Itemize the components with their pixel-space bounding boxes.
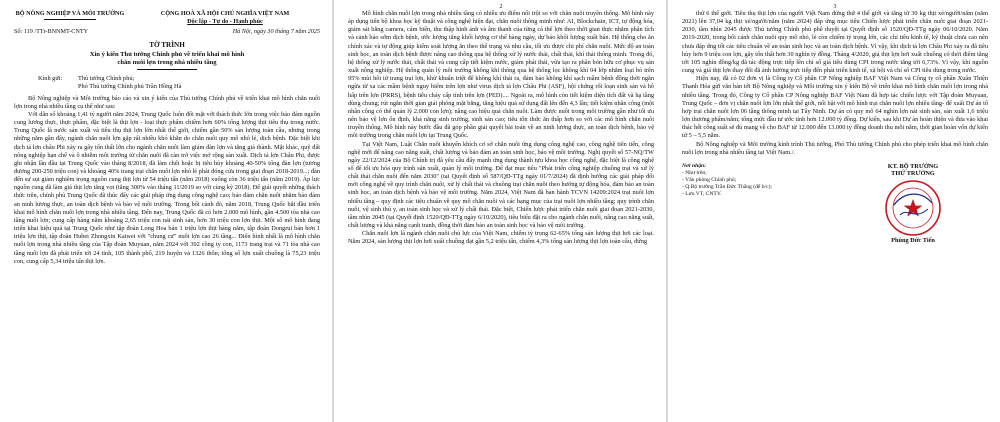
document-header: [14, 10, 320, 26]
body-paragraph: Bộ Nông nghiệp và Môi trường kính trình Thủ tướng, Phó Thủ tướng Chính phủ cho phép triển khai mô hình chăn nuôi lợn trong nhà nhiều tầng tại Việt Nam./.: [682, 140, 988, 156]
document-type: TỜ TRÌNH: [149, 41, 185, 49]
motto: Độc lập - Tự do - Hạnh phúc: [187, 18, 263, 25]
national-header: [130, 10, 320, 26]
body-paragraph: Bộ Nông nghiệp và Môi trường báo cáo và xin ý kiến của Thủ tướng Chính phủ về triển khai mô hình chăn nuôi lợn trong nhà nhiều tầng cụ thể như sau:: [14, 94, 320, 110]
recipient-item: - Lưu VT, CNTY.: [682, 190, 722, 197]
republic-name: CỘNG HOÀ XÃ HỘI CHỦ NGHĨA VIỆT NAM: [160, 10, 290, 17]
page-number: 2: [499, 4, 503, 10]
page-2: [334, 0, 666, 422]
page-3: [668, 0, 1000, 422]
signer-name: Phùng Đức Tiến: [891, 236, 935, 244]
recipient-item: - Như trên;: [682, 169, 707, 176]
document-number: Số: 119 /TTr-BNNMT-CNTY: [14, 28, 89, 35]
recipients-label: Nơi nhận:: [682, 162, 706, 169]
body-paragraph: Chăn nuôi lợn là ngành chăn nuôi chủ lực của Việt Nam, chiếm tỷ trọng 62-65% tổng sản lượng thịt hơi các loại. Năm 2024, sản lượng thịt lợn hơi xuất chuồng đạt gần 5,2 triệu tấn, chiếm 4,3% tổng sản lượng thịt lợn toàn cầu, đứng: [348, 230, 654, 246]
subject-underline: [137, 69, 197, 70]
body-paragraph: Với dân số khoảng 1,41 tỷ người năm 2024, Trung Quốc luôn đối mặt với thách thức lớn trong việc bảo đảm nguồn cung lương thực, thực phẩm, đặc biệt là thịt lợn - loại thực phẩm chiếm hơn 60% tổng lượng thịt tiêu thụ trong nước. Trung Quốc là nước sản xuất và tiêu thụ thịt lợn lớn nhất thế giới, chiếm gần 50% sản lượng toàn cầu, nhưng trong những năm gần đây, ngành chăn nuôi lợn gặp rất nhiều khó khăn do chăn nuôi quy mô nhỏ lẻ, dịch bệnh. Đặc biệt khi dịch tả lợn châu Phi xảy ra gây tổn thất lớn cho ngành chăn nuôi làm giảm đàn lợn và tăng giá thành. Mặt khác, quỹ đất nông nghiệp hạn chế và ô nhiễm môi trường từ chăn nuôi đã càn trở việc mở rộng sản xuất. Dịch tả lợn Châu Phi, được ghi nhận lần đầu tại Trung Quốc vào tháng 8/2018, đã làm chết hoặc bị tiêu hủy khoảng 40-50% tổng đàn lợn (tương đương 200-250 triệu con) và khoảng 40% trang trại chăn nuôi lợn nhỏ lẻ phải đóng cửa trong giai đoạn 2018-2019...; đàn đến sự sụt giảm nghiêm trọng nguồn cung thịt lợn từ 54 triệu tấn (năm 2018) xuống còn 36 triệu tấn (năm 2019). Áp lực nguồn cung đã làm giá thịt lợn tăng vọt (tăng 300% vào tháng 11/2019 so với cùng kỳ 2018). Để giải quyết những thách thức trên, chính phủ Trung Quốc đã thúc đẩy các giải pháp ứng dụng công nghệ cao; bảo đảm chăn nuôi nhằm bảo đảm an ninh lương thực, an toàn dịch bệnh và bảo vệ môi trường. Trong bối cảnh đó, năm 2018, Trung Quốc bắt đầu triển khai mô hình chăn nuôi lợn trong nhà nhiều tầng. Đến nay, Trung Quốc đã có hơn 2.000 mô hình, gần 4.500 tòa nhà cao tầng nuôi lợn; cung cấp hàng năm khoảng 2,65 triệu con nái sinh sản, hơn 30 triệu con lợn thịt. Một số mô hình đang triển khai hiệu quả tại Trung Quốc như tập đoàn Long Hoa bán 1 triệu lợn thịt hàng năm, tập đoàn Dongrui bán hơn 1 triệu lợn thịt, tập đoàn Hubei Zhongxin Kaiwei với "chung cư" nuôi lợn cao 26 tầng... Điển hình nhất là mô hình chăn nuôi lợn trong nhà nhiều tầng của Tập đoàn Muyuan, năm 2024 với 392 công ty con, 1173 trang trại và 71 tòa nhà cao tầng nuôi lợn đã phát triển tới 24 tỉnh, 105 thành phố, 219 huyện và 1326 thôn; tổng số lợn xuất chuồng là 75,23 triệu con, cung cấp 5,34 triệu tấn thịt lợn.: [14, 110, 320, 265]
body-paragraph: Hiện nay, đã có 02 đơn vị là Công ty Cổ phần CP Nông nghiệp BAF Việt Nam và Công ty cổ phần Xuân Thiện Thanh Hóa gửi văn bản tới Bộ Nông nghiệp và Môi trường xin ý kiến Bộ về triển khai mô hình chăn nuôi lợn trong nhà nhiều tầng. Trong đó, Công ty Cổ phần CP Nông nghiệp BAF Việt Nam đã hợp tác chiến lược với Tập đoàn Muyuan, Trung Quốc – đơn vị chăn nuôi lợn lớn nhất thế giới, nổi bật với mô hình trại chăn nuôi lợn nhiều tầng- để xuất Dự án tổ hợp trại chăn nuôi lợn 06 tầng thông minh tại Tây Ninh. Dự án có quy mô 64 nghìn lợn nái sinh sản, sản xuất 1,6 triệu lợn thương phẩm/năm; tổng mức đầu tư ước tính hơn 12.000 tỷ đồng. Dự kiến, sau khi Dự án hoàn thiện và đưa vào khai thác hết công suất sẽ đủ mang về cho BAF từ 12.000 đến 13.000 tỷ đồng doanh thu mỗi năm, thời gian hoàn vốn dự kiến từ 5 – 5,5 năm.: [682, 75, 988, 140]
signer-title-2: THỨ TRƯỞNG: [891, 169, 935, 177]
official-seal-icon: [884, 179, 942, 237]
issuing-agency: BỘ NÔNG NGHIỆP VÀ MÔI TRƯỜNG: [15, 10, 125, 17]
body-paragraph: Mô hình chăn nuôi lợn trong nhà nhiều tầng có nhiều ưu điểm nổi trội so với chăn nuôi truyền thống. Mô hình này áp dụng tiến bộ khoa học kỹ thuật và công nghệ hiện đại, chăn nuôi thông minh như: AI, Blockchain, ICT, tự động hóa, giám sát bằng camera, cảm biến, thu thập hình ảnh và âm thanh của từng cá thể lợn theo thời gian thực nhằm phân tích và cảnh báo sớm dịch bệnh, ước lượng tăng khối lượng cơ thể hàng ngày, dự báo khối lượng xuất bán. Hệ thống cho ăn chính xác và tự động giúp kiểm soát lượng ăn theo thể trạng và nhu cầu, tối ưu được chi phí chăn nuôi. Mức độ an toàn sinh học, an toàn dịch bệnh được nâng cao thông qua hệ thống xử lý nước thải, chất thải, khí thải thông minh. Trong đó, hệ thống xử lý nước thải, chất thải và cung cấp tiết kiệm nước, giảm phát thải, vừa tạo ra phân bón hữu cơ phục vụ sản xuất nông nghiệp. Hệ thống quản lý môi trường không khí thông qua hệ thống lọc không khí 04 lớp nhằm loại bỏ trên 95% mùi hôi từ trang trại lợn, khử khuẩn triệt để không khí thải ra, đảm bảo không khí sạch mầm bệnh đồng thời ngăn ngừa từ xa các mầm bệnh nguy hiểm trên lợn như virus dịch tả lợn Châu Phi (ASF), hội chứng rối loạn sinh sản và hô hấp trên lợn (PRRS), bệnh tiêu chảy cấp tính trên lợn (PED).... Ngoài ra, mô hình còn tiết kiệm diện tích đất và hạ tầng dùng chung; rút ngắn thời gian giải phóng mặt bằng, tăng hiệu quả sử dụng đất lên đến 4,3 lần; tiết kiệm nhân công (một nhân công có thể quản lý 2.000 con lợn); nâng cao hiệu quả chăn nuôi. Làm được nuôi trong môi trường gần như tối ưu nên bảo vệ lợn ổn định, khả năng sinh trưởng, sinh sản cao; tiêu tốn thức ăn thấp hơn so với các mô hình chăn nuôi truyền thống. Mô hình này bước đầu đã góp phần giải quyết bài toán về an ninh lương thực, an toàn dịch bệnh, bảo vệ môi trường trong chăn nuôi lợn tại Trung Quốc.: [348, 10, 654, 140]
body-paragraph: Tại Việt Nam, Luật Chăn nuôi khuyến khích cơ sở chăn nuôi ứng dụng công nghệ cao, công nghệ tiên tiến, công nghệ mới để nâng cao năng suất, chất lượng và bảo đảm an toàn sinh học, bảo vệ môi trường. Nghị quyết số 57-NQ/TW ngày 22/12/2024 của Bộ Chính trị đã yêu cầu đẩy mạnh ứng dụng thành tựu khoa học công nghệ, đặc biệt là công nghệ số để tối ưu hóa quy trình sản xuất, quản lý môi trường. Để đạt mục tiêu "Phát triển công nghiệp chuồng trại và xử lý chất thải chăn nuôi đến năm 2030" (tại Quyết định số 587/QĐ-TTg ngày 01/7/2024) đã định hướng các giải pháp đổi mới công nghệ về quy trình chăn nuôi, xử lý chất thải và chuồng trại chăn nuôi theo hướng tự động hóa, đảm bảo an toàn sinh học, an toàn dịch bệnh và bảo vệ môi trường. Năm 2024, Việt Nam đã ban hành TCVN 14209:2024 trại nuôi lợn nhiều tầng – quy định các tiêu chuẩn về quy mô chăn nuôi và các hạng mục của trại nuôi lợn nhiều tầng; quy trình chăn nuôi, vệ sinh thú y, an toàn sinh học và xử lý chất thải. Đặc biệt, Chiến lược phát triển chăn nuôi giai đoạn 2021-2030, tầm nhìn 2045 (tại Quyết định 1520/QĐ-TTg ngày 6/10/2020), tiêu biểu đặt ra cho ngành chăn nuôi, nâng cao năng suất, chất lượng và khả năng cạnh tranh, đồng thời đảm bảo an toàn sinh học và bảo vệ môi trường.: [348, 140, 654, 230]
page-number: 3: [833, 4, 837, 10]
document-meta: [14, 28, 320, 35]
recipients-list: [682, 163, 802, 244]
signature-block: [682, 163, 988, 244]
addressee-item: Phó Thủ tướng Chính phủ Trần Hồng Hà: [78, 82, 182, 90]
header-underline: [44, 19, 96, 20]
signer: [838, 163, 988, 244]
body-paragraph: thứ 6 thế giới. Tiêu thụ thịt lợn của người Việt Nam đứng thứ 4 thế giới và tăng từ 30 kg thịt xẻ/người/năm (năm 2021) lên 37,04 kg thịt xẻ/người/năm (năm 2024) đáp ứng mục tiêu Chiến lược phát triển chăn nuôi giai đoạn 2021-2030, tầm nhìn 2045 được Thủ tướng Chính phủ phê duyệt tại Quyết định số 1520/QĐ-TTg ngày 06/10/2020. Năm 2019-2020, trong bối cảnh chăn nuôi quy mô nhỏ, lẻ còn chiếm tỷ trọng lớn, các chỉ tiêu kinh tế, kỹ thuật chưa cao nên chưa đáp ứng tốt các tiêu chuẩn về an toàn sinh học và an toàn dịch bệnh. Vì vậy, khi dịch tả lợn Châu Phi xảy ra đã tiêu hủy hơn 9 triệu con lợn, gây tổn thất hơn 30 nghìn tỷ đồng. Tháng 4/2020, giá thịt lợn hơi xuất chuồng có thời điểm tăng tới 105 nghìn đồng/kg đã tác động trực tiếp lên chỉ số giá tiêu dùng CPI trong nước tăng tới 6,73%. Vì vậy, khi nguồn cung và giá thịt lợn thay đổi đã ảnh hưởng trực tiếp đến phát triển kinh tế, xã hội và chỉ số CPI tiêu dùng trong nước.: [682, 10, 988, 75]
addressees: [38, 75, 320, 91]
addressee-label: Kính gửi:: [38, 74, 63, 82]
page-1: [0, 0, 332, 422]
place-date: Hà Nội, ngày 30 tháng 7 năm 2025: [232, 28, 320, 35]
recipient-item: - Q.Bộ trưởng Trần Đức Thắng (để b/c);: [682, 183, 773, 190]
signer-title-1: KT. BỘ TRƯỞNG: [887, 162, 939, 170]
document-subject: Xin ý kiến Thủ tướng Chính phủ về triển khai mô hình chăn nuôi lợn trong nhà nhiều tầng: [89, 51, 245, 67]
addressee-item: Thủ tướng Chính phủ;: [78, 74, 135, 82]
recipient-item: - Văn phòng Chính phủ;: [682, 176, 737, 183]
